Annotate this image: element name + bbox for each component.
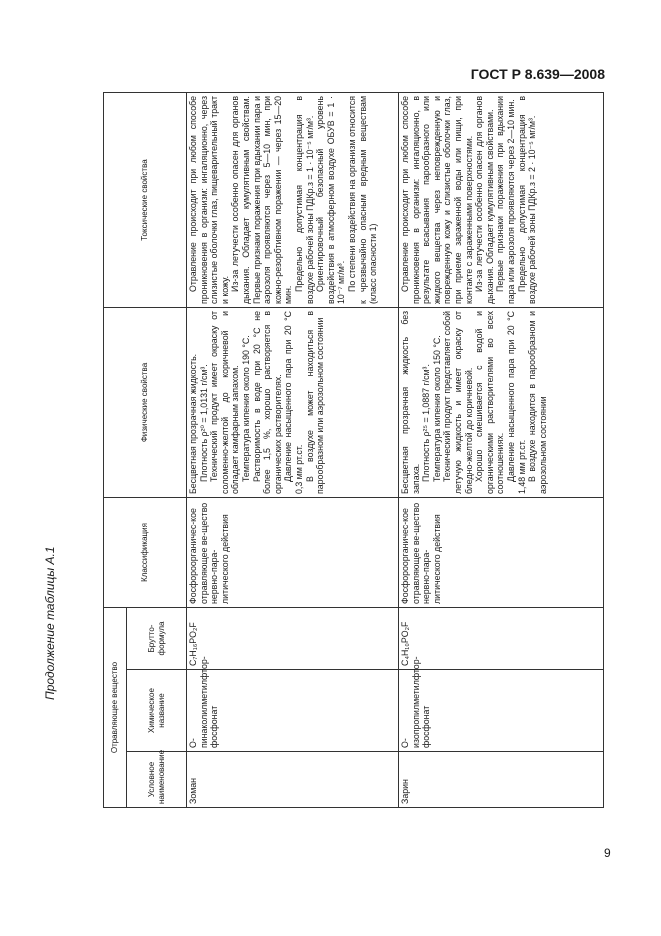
physical-properties-cell bbox=[187, 308, 399, 498]
column-header-code-name: Условное наименование bbox=[127, 752, 187, 808]
paragraph: Технический продукт имеет окраску от соломенно-желтой до коричневой и обладает камфарным запахом. bbox=[209, 311, 241, 494]
paragraph: Предельно допустимая концентрация в воздухе рабочей зоны ПДКр.з = 2 · 10⁻⁵ мг/м³. bbox=[516, 96, 538, 304]
paragraph: Первые признаки поражения при вдыхании пара или аэрозоля проявляются через 2—10 мин. bbox=[495, 96, 516, 304]
toxic-properties-cell bbox=[399, 93, 604, 308]
code-name-cell: Зарин bbox=[399, 752, 604, 808]
column-header-chem-name: Химическое название bbox=[127, 670, 187, 752]
table-row bbox=[399, 93, 604, 808]
table-row bbox=[187, 93, 399, 808]
page-number: 9 bbox=[604, 846, 611, 860]
paragraph: Из-за летучести особенно опасен для органов дыхания. Обладает кумулятивным свойствами. bbox=[474, 96, 495, 304]
column-header-physical: Физические свойства bbox=[104, 308, 187, 498]
paragraph: Хорошо смешивается с водой и органическими растворителями во всех соотношениях. bbox=[474, 311, 506, 494]
paragraph: В воздухе может находиться в парообразном или аэрозольном состоянии bbox=[304, 311, 326, 494]
classification-cell: Фосфороорганичес-кое отравляющее ве-щество нервно-пара-литического действия bbox=[187, 498, 399, 608]
physical-properties-cell bbox=[399, 308, 604, 498]
paragraph: Отравление происходит при любом способе проникновения в организм: ингаляционно, в результате всасывания парообразного или жидкого вещества через неповрежденную и поврежденную кожу и слизистые оболочки глаз, при приеме зараженной воды или пищи, при контакте с зараженными поверхностями. bbox=[400, 96, 474, 304]
paragraph: Плотность ρ²⁵ = 1,0887 г/см³. bbox=[421, 364, 432, 482]
paragraph: Плотность ρ²⁰ = 1,0131 г/см³. bbox=[198, 364, 209, 482]
paragraph: Температура кипения около 150 °С. bbox=[431, 335, 442, 482]
rotated-table-container bbox=[103, 93, 603, 808]
paragraph: Бесцветная прозрачная жидкость без запаха. bbox=[400, 311, 421, 494]
paragraph: Растворимость в воде при 20 °С не более 1,5 %, хорошо растворяется в органических растворителях. bbox=[251, 311, 283, 494]
paragraph: Отравление происходит при любом способе проникновения в организм: ингаляционно, через слизистые оболочки глаз, пищеварительный тракт и кожу. bbox=[188, 96, 230, 304]
paragraph: В воздухе находится в парообразном и аэрозольном состоянии bbox=[527, 311, 548, 494]
header-row-group bbox=[104, 93, 127, 808]
paragraph: Давление насыщенного пара при 20 °С 1,48 мм рт.ст. bbox=[505, 311, 527, 494]
formula-cell: C₇H₁₆PO₂F bbox=[187, 608, 399, 670]
column-group-header: Отравляющее вещество bbox=[104, 608, 127, 808]
document-header: ГОСТ Р 8.639—2008 bbox=[470, 66, 605, 82]
column-header-classification: Классификация bbox=[104, 498, 187, 608]
formula-cell: C₄H₁₀PO₂F bbox=[399, 608, 604, 670]
paragraph: Из-за летучести особенно опасен для органов дыхания. Обладает кумулятивным свойствам. Первые признаки поражения при вдыхании пара и аэрозоля проявляются через 5—10 мин, при кожно-резорбтивном поражении — через 15—20 мин. bbox=[230, 96, 294, 304]
paragraph: По степени воздействия на организм относится к чрезвычайно опасным вредным веществам (класс опасности 1) bbox=[346, 96, 379, 304]
paragraph: Технический продукт представляет собой летучую жидкость и имеет окраску от бледно-желтой до коричневой. bbox=[442, 311, 474, 494]
classification-cell: Фосфороорганичес-кое отравляющее ве-щество нервно-пара-литического действия bbox=[399, 498, 604, 608]
toxic-properties-cell bbox=[187, 93, 399, 308]
code-name-cell: Зоман bbox=[187, 752, 399, 808]
chem-name-cell: О-пинаколилметилфтор-фосфонат bbox=[187, 670, 399, 752]
paragraph: Давление насыщенного пара при 20 °С 0,3 мм рт.ст. bbox=[283, 311, 304, 494]
paragraph: Бесцветная прозрачная жидкость. bbox=[188, 353, 198, 494]
column-header-toxic: Токсические свойства bbox=[104, 93, 187, 308]
column-header-formula: Брутто-формула bbox=[127, 608, 187, 670]
paragraph: Предельно допустимая концентрация в воздухе рабочей зоны ПДКр.з = 1 · 10⁻⁵ мг/м³. bbox=[293, 96, 315, 304]
paragraph: Ориентировочный безопасный уровень воздействия в атмосферном воздухе ОБУВ = 1 · 10⁻⁷ мг/м³. bbox=[315, 96, 347, 304]
table-caption: Продолжение таблицы А.1 bbox=[43, 546, 57, 700]
substance-table bbox=[103, 92, 604, 808]
paragraph: Температура кипения около 190 °С. bbox=[240, 335, 251, 482]
chem-name-cell: О-изопропилметилфтор-фосфонат bbox=[399, 670, 604, 752]
